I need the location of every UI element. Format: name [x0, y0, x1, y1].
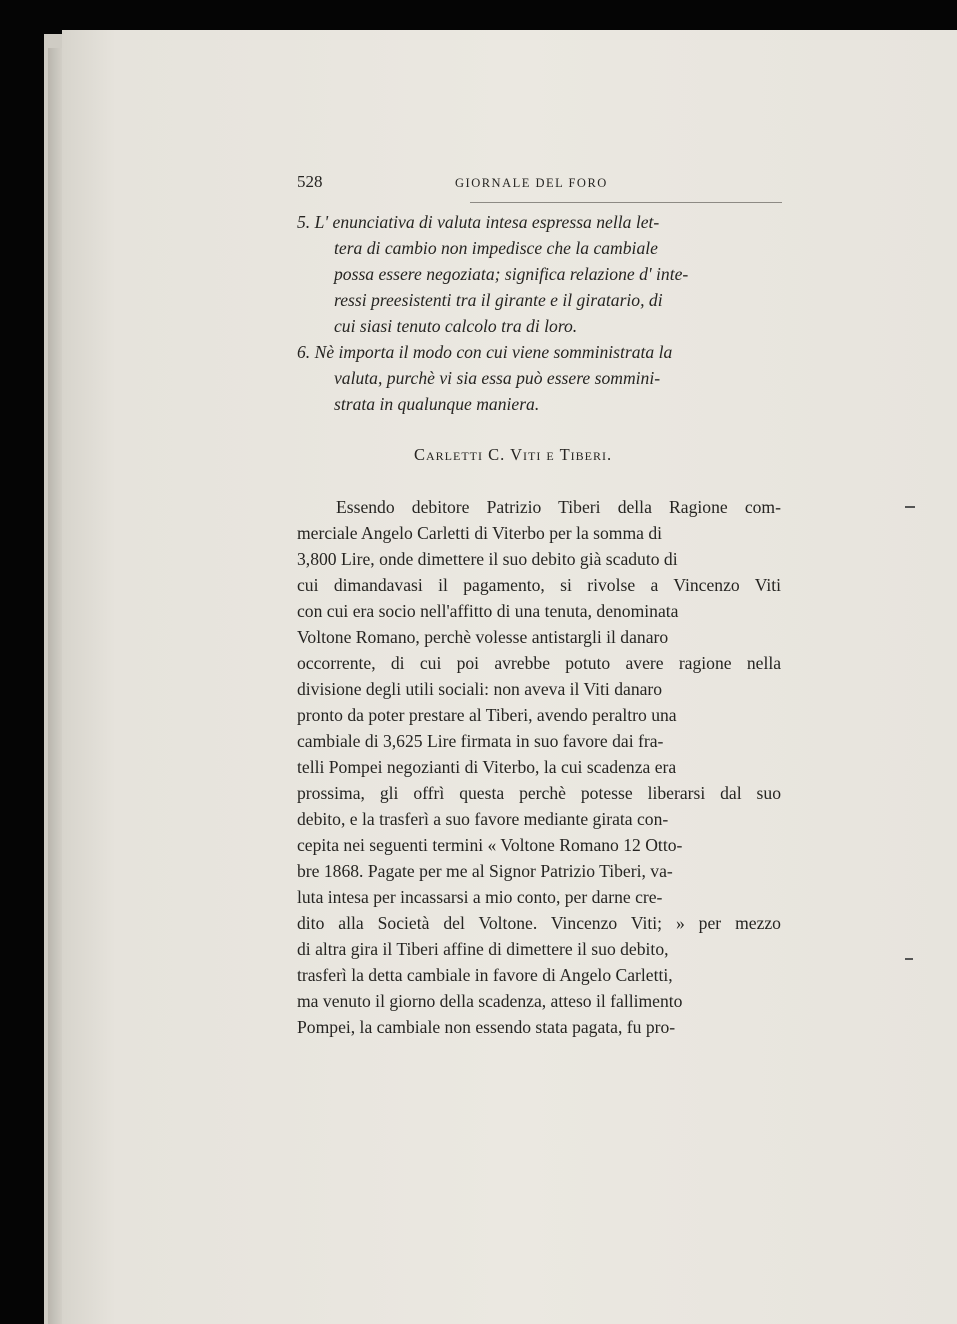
body-line: prossima, gli offrì questa perchè potesse liberarsi dal suo: [297, 783, 781, 803]
maxim-line: tera di cambio non impedisce che la cambiale: [334, 238, 658, 258]
body-line: trasferì la detta cambiale in favore di Angelo Carletti,: [297, 965, 673, 985]
header-rule: [470, 202, 782, 203]
body-line: debito, e la trasferì a suo favore mediante girata con-: [297, 809, 669, 829]
body-line: cambiale di 3,625 Lire firmata in suo favore dai fra-: [297, 731, 664, 751]
body-line: occorrente, di cui poi avrebbe potuto avere ragione nella: [297, 653, 782, 673]
case-title: Carletti C. Viti e Tiberi.: [414, 445, 613, 464]
body-line: telli Pompei negozianti di Viterbo, la cui scadenza era: [297, 757, 677, 777]
maxim-line: 6. Nè importa il modo con cui viene somministrata la: [297, 342, 673, 362]
body-line: dito alla Società del Voltone. Vincenzo Viti; » per mezzo: [297, 913, 781, 933]
body-line: cui dimandavasi il pagamento, si rivolse a Vincenzo Viti: [297, 575, 782, 595]
page-number: 528: [297, 172, 323, 191]
body-line: Pompei, la cambiale non essendo stata pagata, fu pro-: [297, 1017, 676, 1037]
body-line: Voltone Romano, perchè volesse antistargli il danaro: [297, 627, 669, 647]
maxim-line: strata in qualunque maniera.: [334, 394, 540, 414]
maxim-line: possa essere negoziata; significa relazione d' inte-: [334, 264, 689, 284]
body-line: 3,800 Lire, onde dimettere il suo debito già scaduto di: [297, 549, 678, 569]
page-edge: [48, 48, 62, 1324]
scan-mark: [905, 506, 915, 508]
maxim-line: cui siasi tenuto calcolo tra di loro.: [334, 316, 578, 336]
scan-mark: [905, 958, 913, 960]
body-line: merciale Angelo Carletti di Viterbo per la somma di: [297, 523, 663, 543]
body-line: divisione degli utili sociali: non aveva il Viti danaro: [297, 679, 663, 699]
body-line: di altra gira il Tiberi affine di dimettere il suo debito,: [297, 939, 669, 959]
body-line: luta intesa per incassarsi a mio conto, per darne cre-: [297, 887, 663, 907]
body-line: pronto da poter prestare al Tiberi, avendo peraltro una: [297, 705, 677, 725]
body-line: bre 1868. Pagate per me al Signor Patrizio Tiberi, va-: [297, 861, 673, 881]
running-head: GIORNALE DEL FORO: [455, 176, 608, 190]
maxim-line: 5. L' enunciativa di valuta intesa espressa nella let-: [297, 212, 660, 232]
body-line: cepita nei seguenti termini « Voltone Romano 12 Otto-: [297, 835, 683, 855]
maxim-line: ressi preesistenti tra il girante e il giratario, di: [334, 290, 663, 310]
maxim-line: valuta, purchè vi sia essa può essere sommini-: [334, 368, 661, 388]
body-line: con cui era socio nell'affitto di una tenuta, denominata: [297, 601, 679, 621]
body-line: Essendo debitore Patrizio Tiberi della Ragione com-: [336, 497, 781, 517]
body-line: ma venuto il giorno della scadenza, atteso il fallimento: [297, 991, 683, 1011]
page-header: [297, 172, 781, 196]
